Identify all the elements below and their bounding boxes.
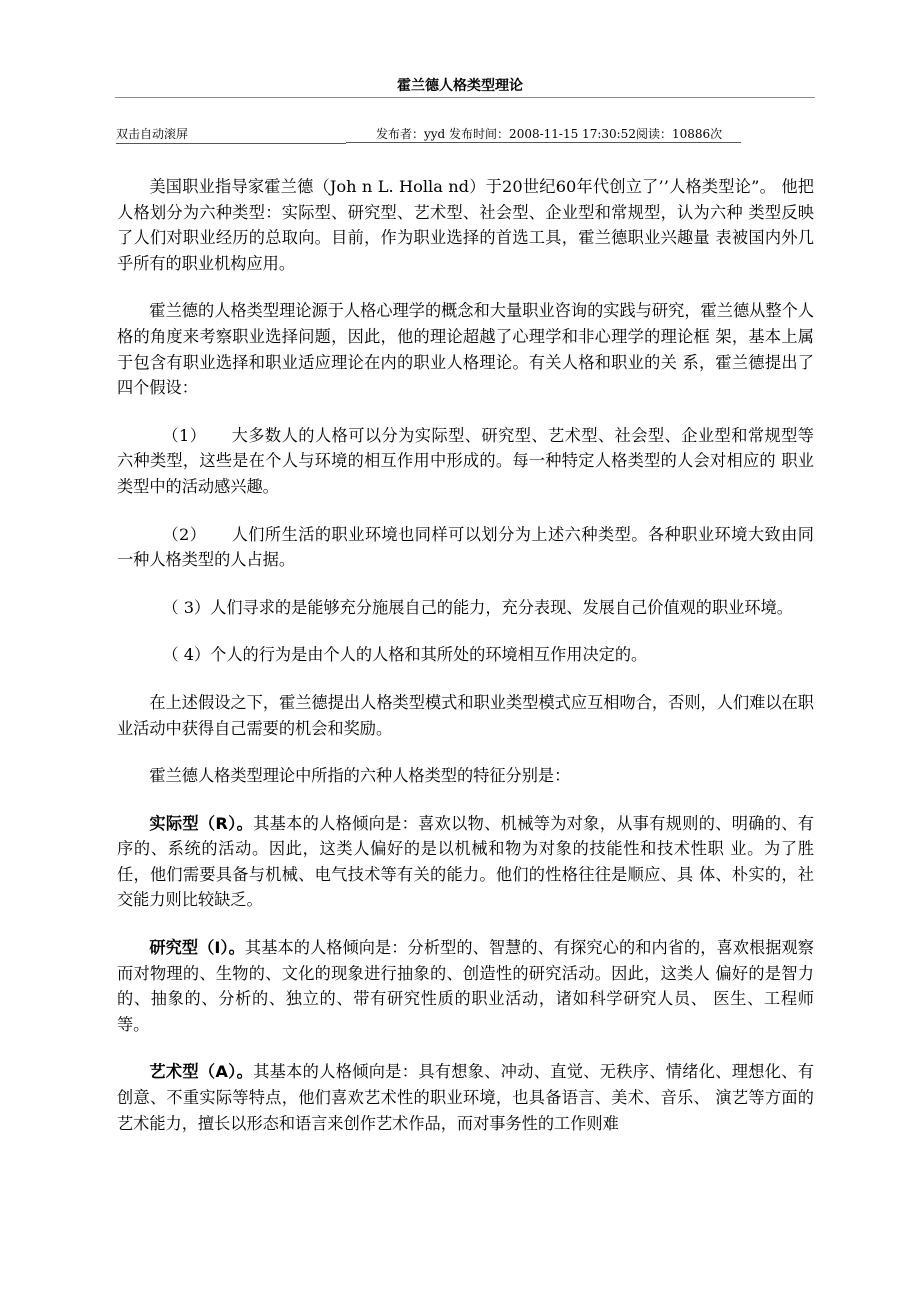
paragraph-types-intro: 霍兰德人格类型理论中所指的六种人格类型的特征分别是： bbox=[149, 766, 571, 786]
paragraph-assumption-3: （ 3）人们寻求的是能够充分施展自己的能力，充分表现、发展自己价值观的职业环境。 bbox=[162, 597, 793, 617]
paragraph-type-artistic bbox=[117, 1059, 814, 1136]
type-text-realistic: 其基本的人格倾向是：喜欢以物、机械等为对象，从事有规则的、明确的、有序的、系统的活动。因此，这类人偏好的是以机械和物为对象的技能性和技术性职 业。为了胜任，他们需要具备与机械、电气技术等有关的能力。他们的性格往往是顺应、具 体、朴实的，社交能力则比较缺乏。 bbox=[117, 813, 814, 910]
publish-info: 发布者：yyd 发布时间：2008-11-15 17:30:52阅读：10886次 bbox=[346, 125, 741, 143]
type-term-investigative: 研究型（I）。 bbox=[149, 938, 245, 958]
paragraph-assumption-1: （1） 大多数人的人格可以分为实际型、研究型、艺术型、社会型、企业型和常规型等 六种类型，这些是在个人与环境的相互作用中形成的。每一种特定人格类型的人会对相应的 职业类型中的活动感兴趣。 bbox=[117, 425, 814, 496]
page-title: 霍兰德人格类型理论 bbox=[397, 78, 523, 94]
paragraph-conclusion: 在上述假设之下，霍兰德提出人格类型模式和职业类型模式应互相吻合，否则，人们难以在职业活动中获得自己需要的机会和奖励。 bbox=[117, 692, 814, 738]
type-text-artistic: 其基本的人格倾向是：具有想象、冲动、直觉、无秩序、情绪化、理想化、有创意、不重实际等特点，他们喜欢艺术性的职业环境，也具备语言、美术、音乐、 演艺等方面的艺术能力，擅长以形态和语言来创作艺术作品，而对事务性的工作则难 bbox=[117, 1062, 814, 1133]
auto-scroll-link[interactable]: 双击自动滚屏 bbox=[116, 125, 346, 144]
title-divider bbox=[115, 97, 815, 98]
article-body bbox=[117, 174, 814, 1158]
type-term-artistic: 艺术型（A）。 bbox=[149, 1062, 254, 1082]
paragraph-type-investigative bbox=[117, 935, 814, 1037]
paragraph-type-realistic bbox=[117, 811, 814, 913]
paragraph-intro: 美国职业指导家霍兰德（Joh n L. Holla nd）于20世纪60年代创立了’’人格类型论”。 他把人格划分为六种类型：实际型、研究型、艺术型、社会型、企业型和常规型，认为六种 类型反映了人们对职业经历的总取向。目前，作为职业选择的首选工具，霍兰德职业兴趣量 表被国内外几乎所有的职业机构应用。 bbox=[117, 177, 814, 273]
type-text-investigative: 其基本的人格倾向是：分析型的、智慧的、有探究心的和内省的，喜欢根据观察而对物理的、生物的、文化的现象进行抽象的、创造性的研究活动。因此，这类人 偏好的是智力的、抽象的、分析的、独立的、带有研究性质的职业活动，诸如科学研究人员、 医生、工程师等。 bbox=[117, 938, 814, 1034]
type-term-realistic: 实际型（R）。 bbox=[149, 813, 254, 833]
paragraph-assumption-2: （2） 人们所生活的职业环境也同样可以划分为上述六种类型。各种职业环境大致由同 一种人格类型的人占据。 bbox=[117, 524, 814, 570]
paragraph-theory: 霍兰德的人格类型理论源于人格心理学的概念和大量职业咨询的实践与研究，霍兰德从整个人格的角度来考察职业选择问题，因此，他的理论超越了心理学和非心理学的理论框 架，基本上属于包含有职业选择和职业适应理论在内的职业人格理论。有关人格和职业的关 系，霍兰德提出了四个假设： bbox=[117, 301, 814, 398]
paragraph-assumption-4: （ 4）个人的行为是由个人的人格和其所处的环境相互作用决定的。 bbox=[162, 645, 648, 665]
